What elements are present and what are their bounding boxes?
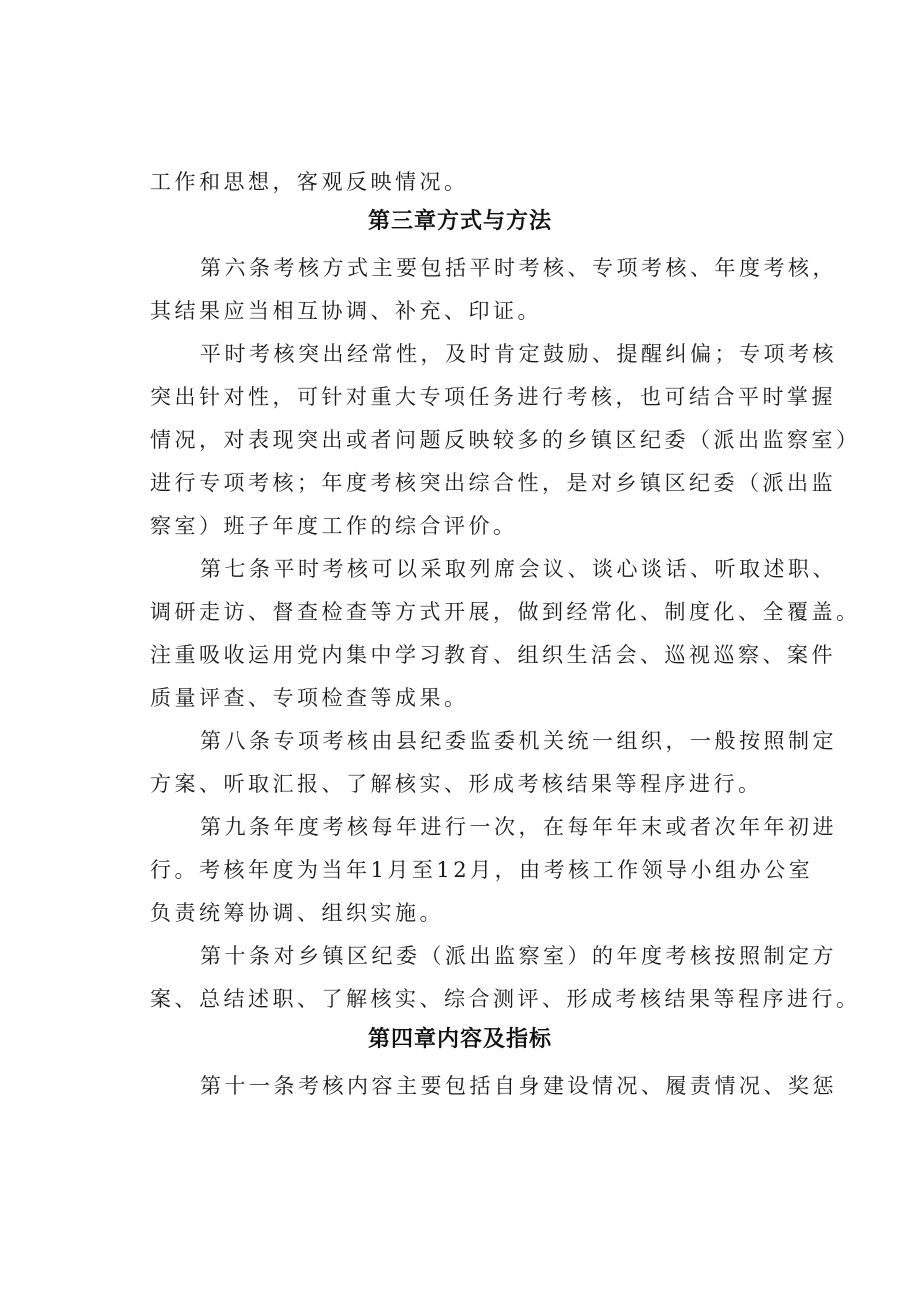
body-line: 工作和思想，客观反映情况。 (150, 170, 469, 194)
body-line: 第七条平时考核可以采取列席会议、谈心谈话、听取述职、 (200, 557, 837, 581)
body-line: 案、总结述职、了解核实、综合测评、形成考核结果等程序进行。 (150, 987, 861, 1011)
body-line: 其结果应当相互协调、补充、印证。 (150, 299, 542, 323)
body-line: 第六条考核方式主要包括平时考核、专项考核、年度考核， (200, 256, 837, 280)
body-line: 第十一条考核内容主要包括自身建设情况、履责情况、奖惩 (200, 1074, 837, 1098)
body-line: 察室）班子年度工作的综合评价。 (150, 514, 518, 538)
body-line: 注重吸收运用党内集中学习教育、组织生活会、巡视巡察、案件 (150, 643, 836, 667)
body-line: 第十条对乡镇区纪委（派出监察室）的年度考核按照制定方 (200, 944, 837, 968)
body-line: 第九条年度考核每年进行一次，在每年年末或者次年年初进 (200, 815, 837, 839)
body-line: 方案、听取汇报、了解核实、形成考核结果等程序进行。 (150, 772, 763, 796)
body-line: 平时考核突出经常性，及时肯定鼓励、提醒纠偏；专项考核 (200, 342, 837, 366)
body-line: 行。考核年度为当年1月至12月，由考核工作领导小组办公室 (150, 858, 814, 882)
body-line: 突出针对性，可针对重大专项任务进行考核，也可结合平时掌握 (150, 385, 836, 409)
body-line: 进行专项考核；年度考核突出综合性，是对乡镇区纪委（派出监 (150, 471, 836, 495)
body-line: 负责统筹协调、组织实施。 (150, 901, 444, 925)
chapter-heading: 第四章内容及指标 (367, 1027, 552, 1052)
body-line: 调研走访、督查检查等方式开展，做到经常化、制度化、全覆盖。 (150, 600, 861, 624)
body-line: 情况，对表现突出或者问题反映较多的乡镇区纪委（派出监察室） (150, 428, 861, 452)
body-line: 质量评查、专项检查等成果。 (150, 686, 469, 710)
chapter-heading: 第三章方式与方法 (367, 209, 552, 234)
body-line: 第八条专项考核由县纪委监委机关统一组织，一般按照制定 (200, 729, 837, 753)
